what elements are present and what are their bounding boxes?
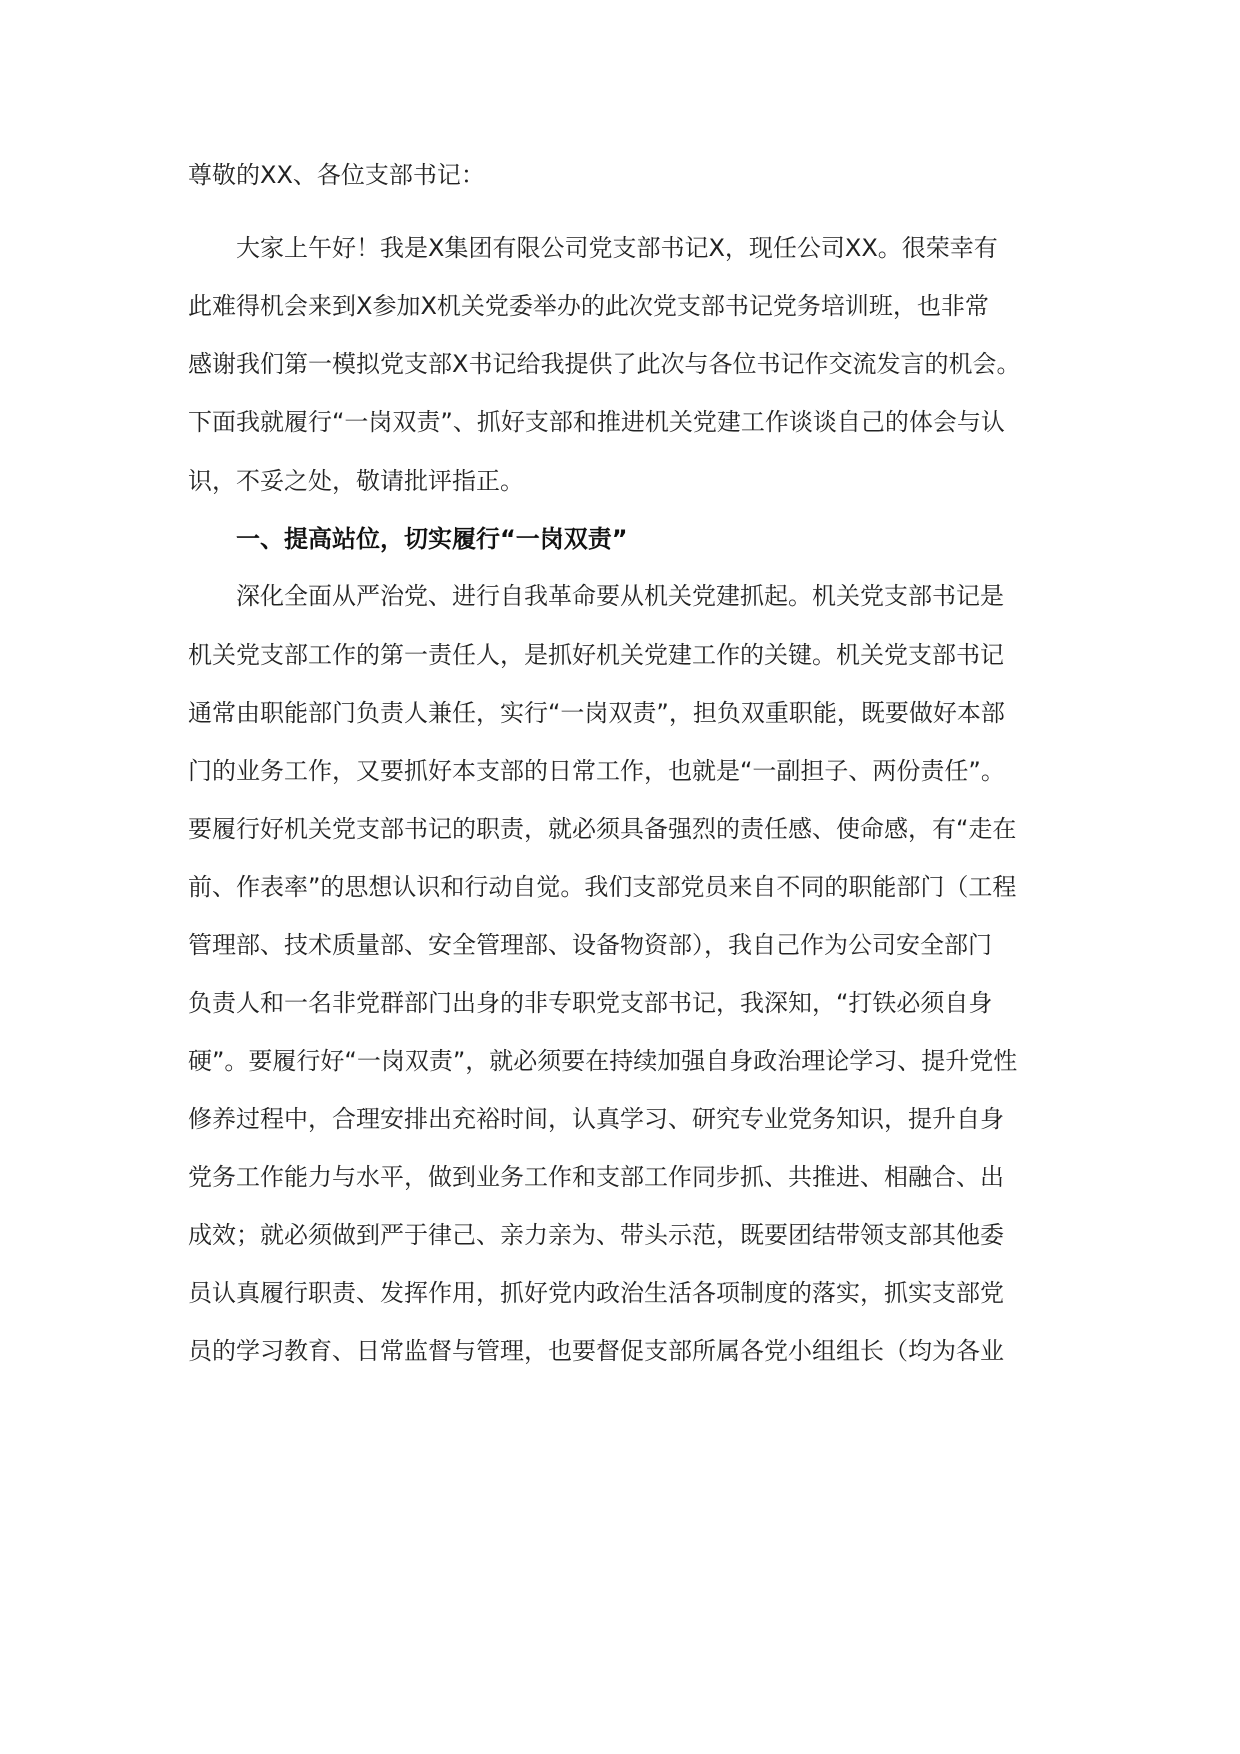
body-line: 要履行好机关党支部书记的职责，就必须具备强烈的责任感、使命感，有“走在 — [188, 815, 1017, 843]
body-line: 管理部、技术质量部、安全管理部、设备物资部），我自己作为公司安全部门 — [188, 931, 992, 959]
body-line: 通常由职能部门负责人兼任，实行“一岗双责”，担负双重职能，既要做好本部 — [188, 699, 1005, 727]
body-line: 负责人和一名非党群部门出身的非专职党支部书记，我深知，“打铁必须自身 — [188, 989, 993, 1017]
body-line: 硬”。要履行好“一岗双责”，就必须要在持续加强自身政治理论学习、提升党性 — [188, 1047, 1018, 1075]
salutation: 尊敬的XX、各位支部书记： — [188, 161, 485, 189]
body-line: 员的学习教育、日常监督与管理，也要督促支部所属各党小组组长（均为各业 — [188, 1337, 1004, 1365]
body-line: 修养过程中，合理安排出充裕时间，认真学习、研究专业党务知识，提升自身 — [188, 1105, 1004, 1133]
intro-line: 大家上午好！我是X集团有限公司党支部书记X，现任公司XX。很荣幸有 — [236, 234, 998, 262]
body-line: 成效；就必须做到严于律己、亲力亲为、带头示范，既要团结带领支部其他委 — [188, 1221, 1004, 1249]
intro-line: 感谢我们第一模拟党支部X书记给我提供了此次与各位书记作交流发言的机会。 — [188, 350, 1021, 378]
body-line: 前、作表率”的思想认识和行动自觉。我们支部党员来自不同的职能部门（工程 — [188, 873, 1017, 901]
body-line: 党务工作能力与水平，做到业务工作和支部工作同步抓、共推进、相融合、出 — [188, 1163, 1004, 1191]
body-line: 深化全面从严治党、进行自我革命要从机关党建抓起。机关党支部书记是 — [236, 582, 1004, 610]
body-line: 门的业务工作，又要抓好本支部的日常工作，也就是“一副担子、两份责任”。 — [188, 757, 1005, 785]
section-heading: 一、提高站位，切实履行“一岗双责” — [236, 525, 628, 553]
body-line: 员认真履行职责、发挥作用，抓好党内政治生活各项制度的落实，抓实支部党 — [188, 1279, 1004, 1307]
body-line: 机关党支部工作的第一责任人，是抓好机关党建工作的关键。机关党支部书记 — [188, 641, 1004, 669]
intro-line: 下面我就履行“一岗双责”、抓好支部和推进机关党建工作谈谈自己的体会与认 — [188, 408, 1005, 436]
intro-line: 此难得机会来到X参加X机关党委举办的此次党支部书记党务培训班，也非常 — [188, 292, 989, 320]
intro-line: 识，不妥之处，敬请批评指正。 — [188, 467, 524, 495]
